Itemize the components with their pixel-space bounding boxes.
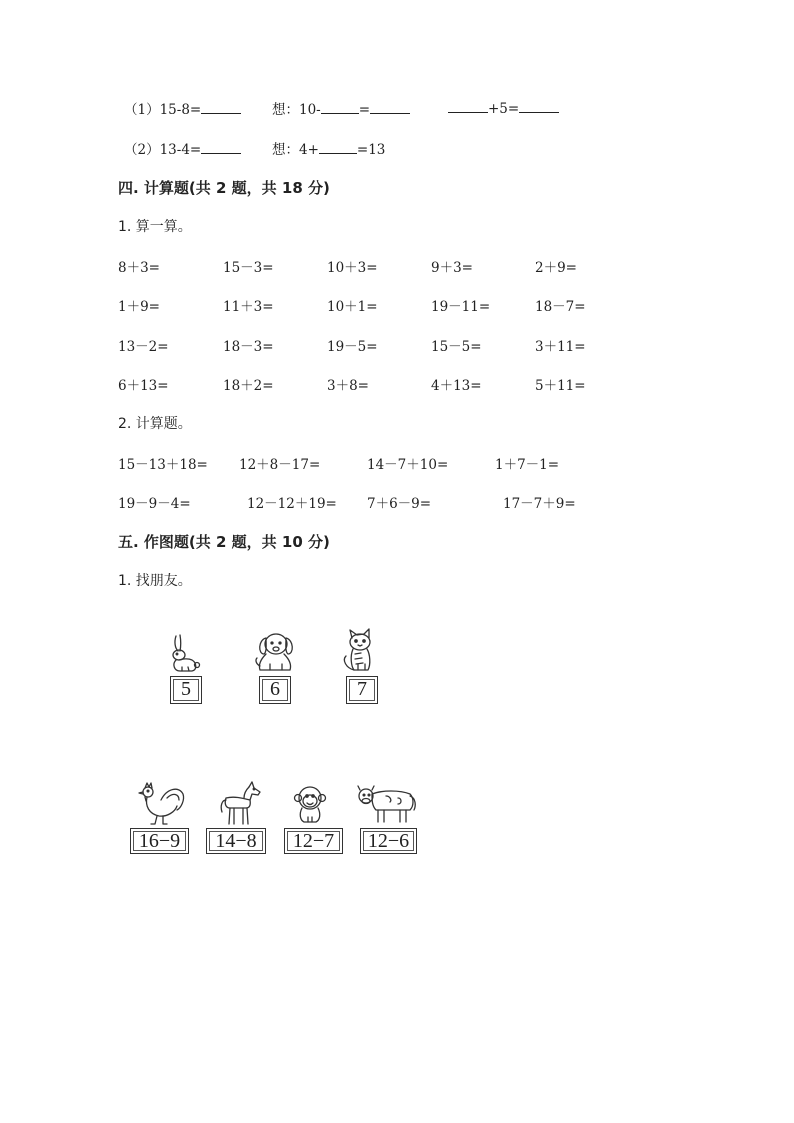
equals-sign: = <box>358 102 371 118</box>
answer-blank[interactable] <box>201 139 241 154</box>
grid-cell: 6＋13= <box>118 378 169 394</box>
answer-blank[interactable] <box>321 99 359 114</box>
grid-cell: 4＋13= <box>431 378 482 394</box>
grid-cell: 15－3= <box>223 260 274 276</box>
grid-cell: 10＋3= <box>327 260 378 276</box>
dog-icon <box>252 630 298 674</box>
expression-box: 12−6 <box>360 828 417 854</box>
grid-cell: 19－11= <box>431 299 491 315</box>
calc-cell: 19－9－4= <box>118 496 191 512</box>
calc-cell: 15－13＋18= <box>118 457 208 473</box>
section-5-heading: 五. 作图题(共 2 题，共 10 分) <box>118 533 330 551</box>
plus-five-label: +5= <box>488 101 520 117</box>
grid-cell: 19－5= <box>327 339 378 355</box>
cat-icon <box>338 628 380 674</box>
grid-cell: 1＋9= <box>118 299 160 315</box>
horse-icon <box>216 778 264 826</box>
answer-blank[interactable] <box>201 99 241 114</box>
grid-cell: 3＋8= <box>327 378 369 394</box>
calc-cell: 7＋6－9= <box>367 496 432 512</box>
grid-cell: 18＋2= <box>223 378 274 394</box>
answer-blank[interactable] <box>519 98 559 113</box>
number-box: 5 <box>170 676 202 704</box>
monkey-icon <box>290 784 330 824</box>
fill-in-line-2 <box>124 138 241 158</box>
calc-cell: 17－7＋9= <box>503 496 576 512</box>
cow-icon <box>356 784 418 826</box>
grid-cell: 9＋3= <box>431 260 473 276</box>
result-label: =13 <box>356 142 386 158</box>
number-box: 7 <box>346 676 378 704</box>
problem-1-title: 1. 算一算。 <box>118 219 192 235</box>
answer-blank[interactable] <box>448 98 488 113</box>
answer-blank[interactable] <box>370 99 410 114</box>
grid-cell: 5＋11= <box>535 378 586 394</box>
number-box: 6 <box>259 676 291 704</box>
fill-in-line-1 <box>124 98 241 118</box>
grid-cell: 3＋11= <box>535 339 586 355</box>
calc-cell: 12＋8－17= <box>239 457 321 473</box>
grid-cell: 2＋9= <box>535 260 577 276</box>
rooster-icon <box>135 780 187 826</box>
section-4-heading: 四. 计算题(共 2 题，共 18 分) <box>118 179 330 197</box>
think-label: 想：4+ <box>272 142 319 158</box>
calc-cell: 14－7＋10= <box>367 457 449 473</box>
fill-in-think-2 <box>272 138 385 158</box>
calc-cell: 1＋7－1= <box>495 457 560 473</box>
expression-box: 14−8 <box>206 828 266 854</box>
fill-in-think-1 <box>272 98 410 118</box>
grid-cell: 18－3= <box>223 339 274 355</box>
grid-cell: 8＋3= <box>118 260 160 276</box>
answer-blank[interactable] <box>319 139 357 154</box>
calc-cell: 12－12＋19= <box>247 496 337 512</box>
find-friends-title: 1. 找朋友。 <box>118 573 192 589</box>
question-1-label: （1）15-8= <box>124 102 202 118</box>
grid-cell: 18－7= <box>535 299 586 315</box>
grid-cell: 13－2= <box>118 339 169 355</box>
grid-cell: 11＋3= <box>223 299 274 315</box>
grid-cell: 10＋1= <box>327 299 378 315</box>
expression-box: 12−7 <box>284 828 343 854</box>
grid-cell: 15－5= <box>431 339 482 355</box>
question-2-label: （2）13-4= <box>124 142 202 158</box>
rabbit-icon <box>166 632 202 674</box>
problem-2-title: 2. 计算题。 <box>118 416 192 432</box>
fill-in-plus-1 <box>448 98 559 117</box>
expression-box: 16−9 <box>130 828 189 854</box>
think-label: 想：10- <box>272 102 321 118</box>
